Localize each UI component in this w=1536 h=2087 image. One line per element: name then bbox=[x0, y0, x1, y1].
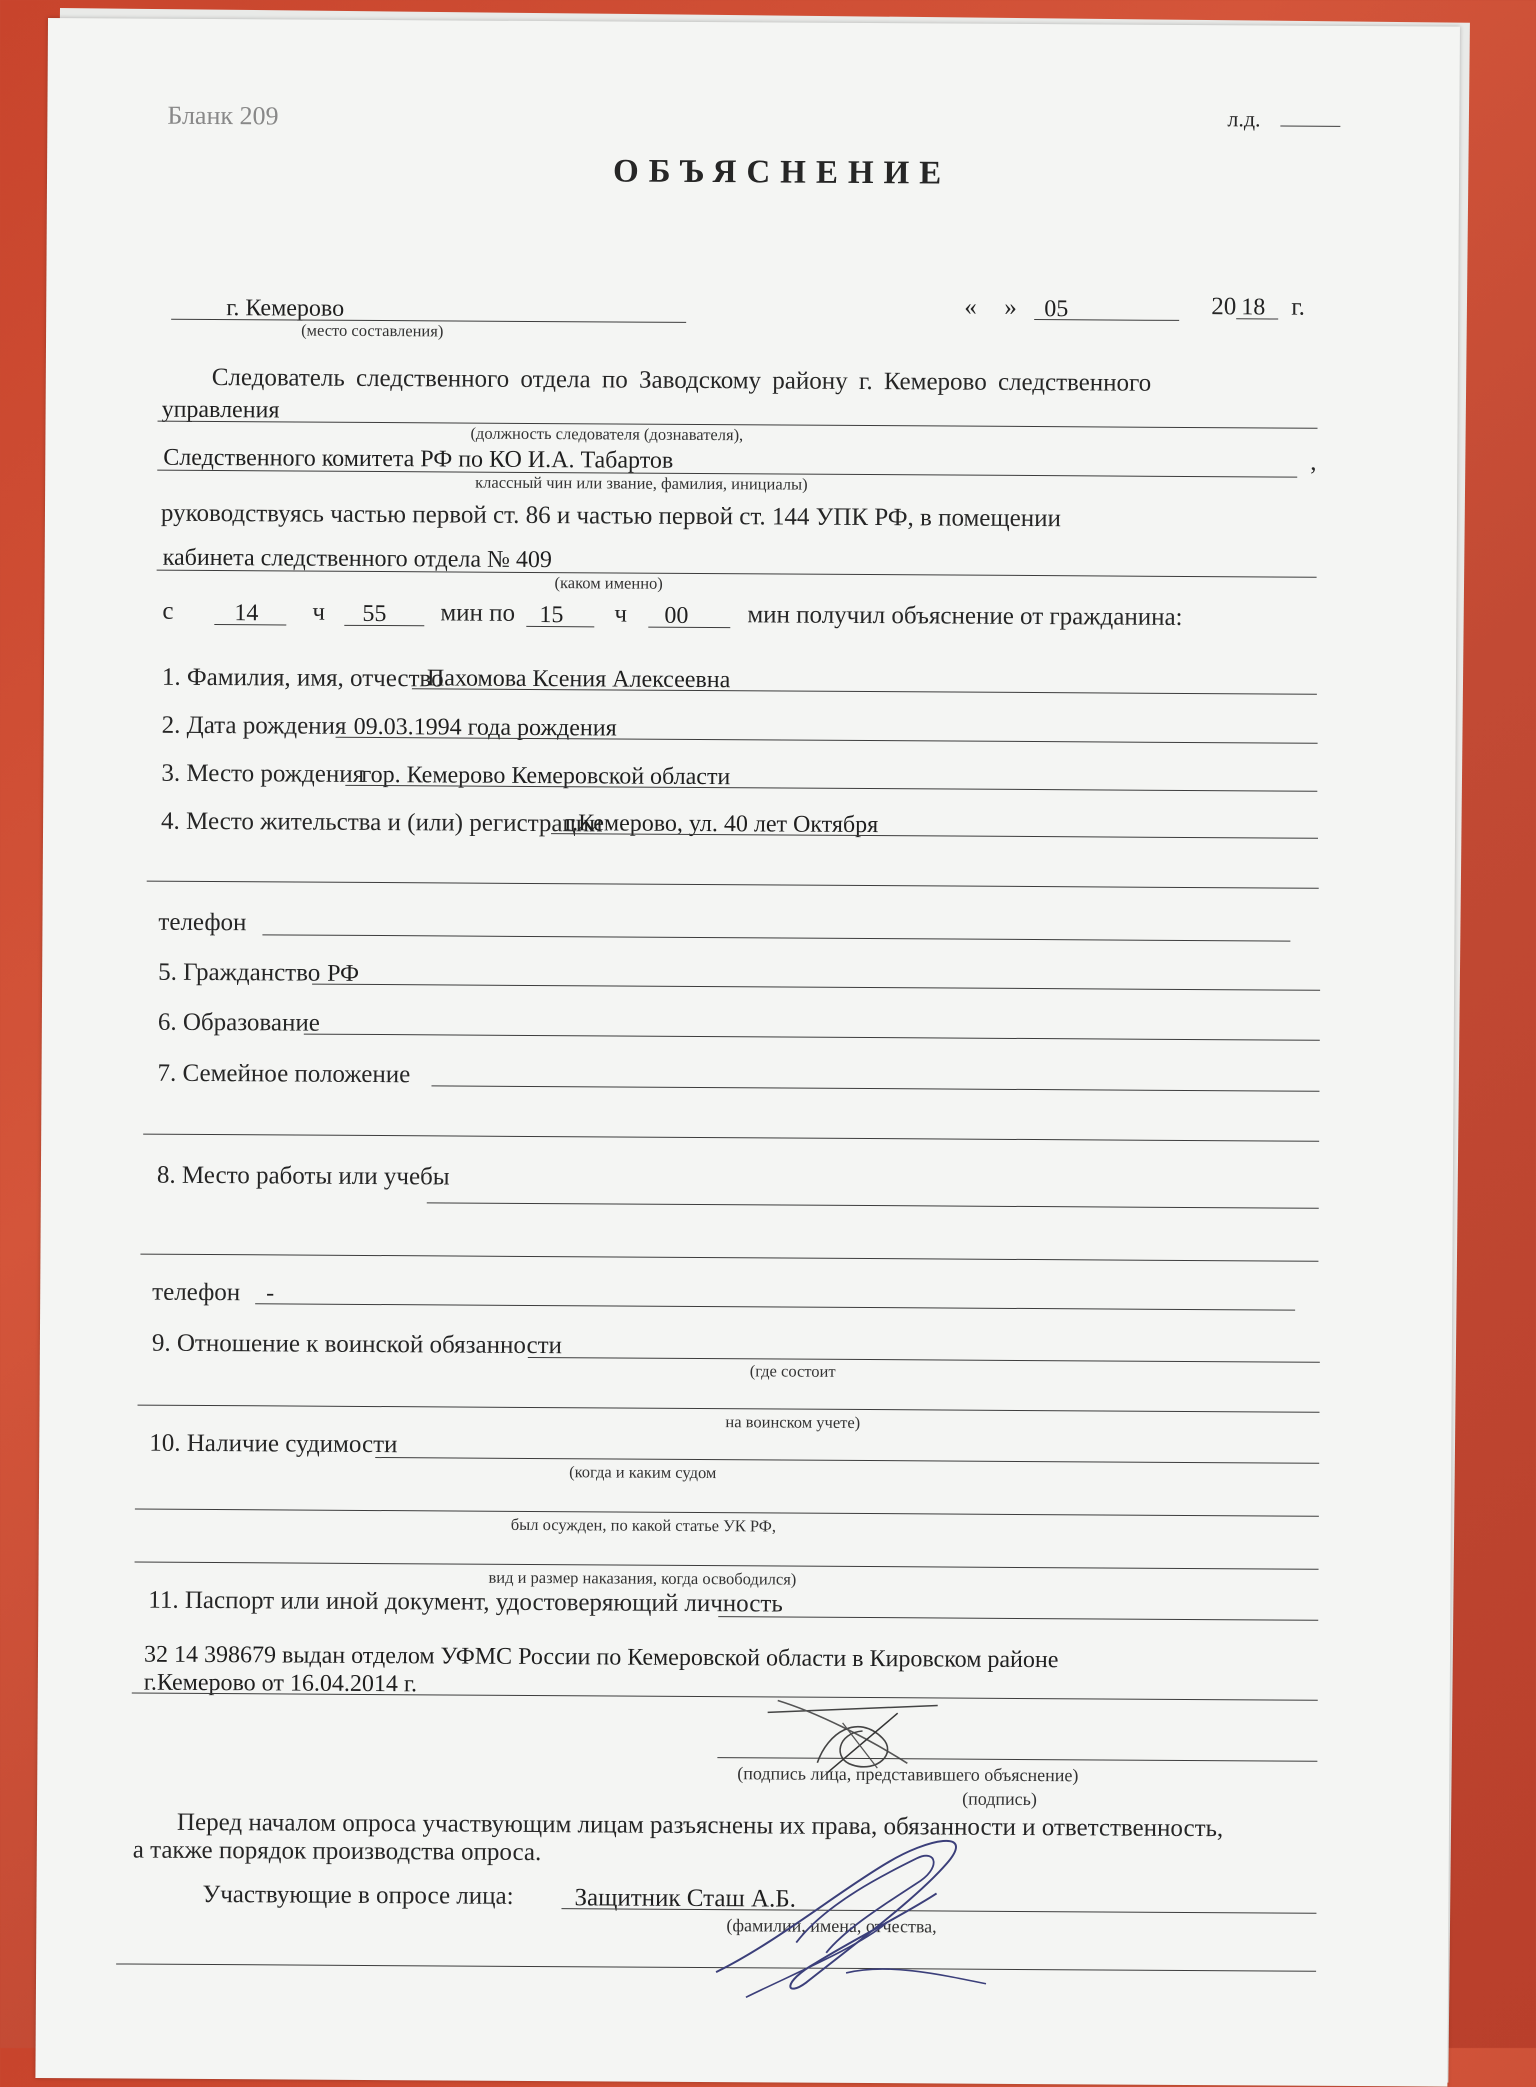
phone2-label: телефон bbox=[152, 1278, 241, 1307]
time-hour-label: ч bbox=[312, 598, 326, 626]
ld-line bbox=[1280, 126, 1340, 127]
signature-caption-2: (подпись) bbox=[962, 1788, 1037, 1810]
form-sheet bbox=[35, 18, 1460, 2087]
investigator-name: Следственного комитета РФ по КО И.А. Табартов bbox=[163, 444, 674, 474]
f6-line bbox=[304, 1034, 1320, 1041]
room-value: кабинета следственного отдела № 409 bbox=[162, 544, 553, 574]
time-to-hour: 15 bbox=[539, 602, 564, 629]
f4-line-2 bbox=[147, 881, 1319, 889]
year-unit: г. bbox=[1291, 293, 1306, 321]
f8-line-2 bbox=[140, 1254, 1318, 1262]
investigator-line-2: управления bbox=[161, 396, 280, 424]
time-min-label: мин по bbox=[440, 599, 516, 627]
investigator-line-1: Следователь следственного отдела по Заводскому району г. Кемерово следственного bbox=[211, 364, 1152, 397]
phone2-value: - bbox=[266, 1280, 275, 1307]
f10-label: 10. Наличие судимости bbox=[149, 1429, 398, 1459]
phone-line bbox=[262, 934, 1290, 941]
ld-label: л.д. bbox=[1227, 106, 1261, 132]
time-from-minute: 55 bbox=[362, 600, 387, 628]
year-prefix: 20 bbox=[1211, 293, 1237, 321]
f9-label: 9. Отношение к воинской обязанности bbox=[151, 1329, 563, 1360]
signature-caption-1: (подпись лица, представившего объяснение) bbox=[737, 1763, 1079, 1786]
f11-label: 11. Паспорт или иной документ, удостоверяющий личность bbox=[148, 1586, 783, 1618]
f4-label: 4. Место жительства и (или) регистрации bbox=[161, 807, 603, 838]
participant-name: Защитник Сташ А.Б. bbox=[574, 1884, 797, 1913]
room-caption: (каком именно) bbox=[554, 573, 663, 593]
f10-caption-1: (когда и каким судом bbox=[569, 1462, 717, 1483]
time-from-label: с bbox=[162, 597, 174, 625]
f8-line bbox=[427, 1202, 1319, 1208]
f6-label: 6. Образование bbox=[157, 1008, 320, 1037]
time-from-hour-line bbox=[214, 624, 286, 625]
f4-value: г.Кемерово, ул. 40 лет Октября bbox=[565, 810, 879, 839]
f1-label: 1. Фамилия, имя, отчество bbox=[161, 663, 444, 693]
time-tail: мин получил объяснение от гражданина: bbox=[747, 601, 1183, 631]
place-value: г. Кемерово bbox=[226, 295, 345, 322]
f5-label: 5. Гражданство bbox=[158, 958, 321, 987]
f5-line bbox=[312, 984, 1320, 991]
f3-value: гор. Кемерово Кемеровской области bbox=[361, 761, 731, 791]
participant-caption: (фамилии, имена, отчества, bbox=[726, 1915, 937, 1937]
f2-value: 09.03.1994 года рождения bbox=[353, 713, 617, 742]
year-suffix: 18 bbox=[1241, 294, 1266, 321]
room-line bbox=[157, 570, 1317, 578]
time-to-minute-line bbox=[648, 627, 730, 629]
f8-label: 8. Место работы или учебы bbox=[156, 1161, 450, 1191]
f2-label: 2. Дата рождения bbox=[161, 711, 347, 740]
rank-caption: классный чин или звание, фамилия, инициалы) bbox=[475, 472, 808, 494]
participants-label: Участвующие в опросе лица: bbox=[202, 1880, 514, 1910]
time-to-minute: 00 bbox=[664, 602, 689, 629]
f5-value: РФ bbox=[327, 960, 360, 987]
f7-label: 7. Семейное положение bbox=[157, 1059, 411, 1089]
month-value: 05 bbox=[1044, 296, 1069, 323]
time-hour-label-2: ч bbox=[614, 600, 628, 628]
place-caption: (место составления) bbox=[301, 320, 444, 341]
f7-line bbox=[431, 1085, 1319, 1091]
f10-caption-3: вид и размер наказания, когда освободился) bbox=[488, 1567, 797, 1589]
time-from-hour: 14 bbox=[234, 600, 259, 627]
closing-line-1: Перед началом опроса участвующим лицам разъяснены их права, обязанности и ответственность, bbox=[176, 1808, 1224, 1843]
f10-caption-2: был осужден, по какой статье УК РФ, bbox=[510, 1514, 777, 1536]
quote-open: « bbox=[964, 293, 977, 321]
quote-close: » bbox=[1004, 293, 1017, 321]
time-to-hour-line bbox=[526, 626, 594, 627]
f11-line bbox=[718, 1616, 1318, 1621]
blank-number: Бланк 209 bbox=[167, 100, 279, 131]
f9-line bbox=[528, 1357, 1320, 1363]
document-title: ОБЪЯСНЕНИЕ bbox=[612, 153, 952, 192]
phone2-line bbox=[255, 1303, 1295, 1310]
legal-basis: руководствуясь частью первой ст. 86 и частью первой ст. 144 УПК РФ, в помещении bbox=[160, 499, 1062, 533]
f11-value-2: г.Кемерово от 16.04.2014 г. bbox=[143, 1669, 418, 1698]
position-caption: (должность следователя (дознавателя), bbox=[470, 423, 744, 445]
f10-line bbox=[375, 1457, 1319, 1464]
f1-value: Пахомова Ксения Алексеевна bbox=[426, 665, 731, 694]
rank-comma: , bbox=[1310, 448, 1317, 476]
defender-signature bbox=[686, 1822, 1007, 2004]
closing-line-2: а также порядок производства опроса. bbox=[132, 1836, 542, 1867]
f9-caption-2: на воинском учете) bbox=[725, 1412, 861, 1432]
f9-caption-1: (где состоит bbox=[749, 1361, 836, 1381]
f3-label: 3. Место рождения bbox=[161, 759, 365, 788]
f11-value-1: 32 14 398679 выдан отделом УФМС России по Кемеровской области в Кировском районе bbox=[143, 1641, 1059, 1674]
f7-line-2 bbox=[143, 1134, 1319, 1142]
phone-label: телефон bbox=[158, 908, 247, 937]
